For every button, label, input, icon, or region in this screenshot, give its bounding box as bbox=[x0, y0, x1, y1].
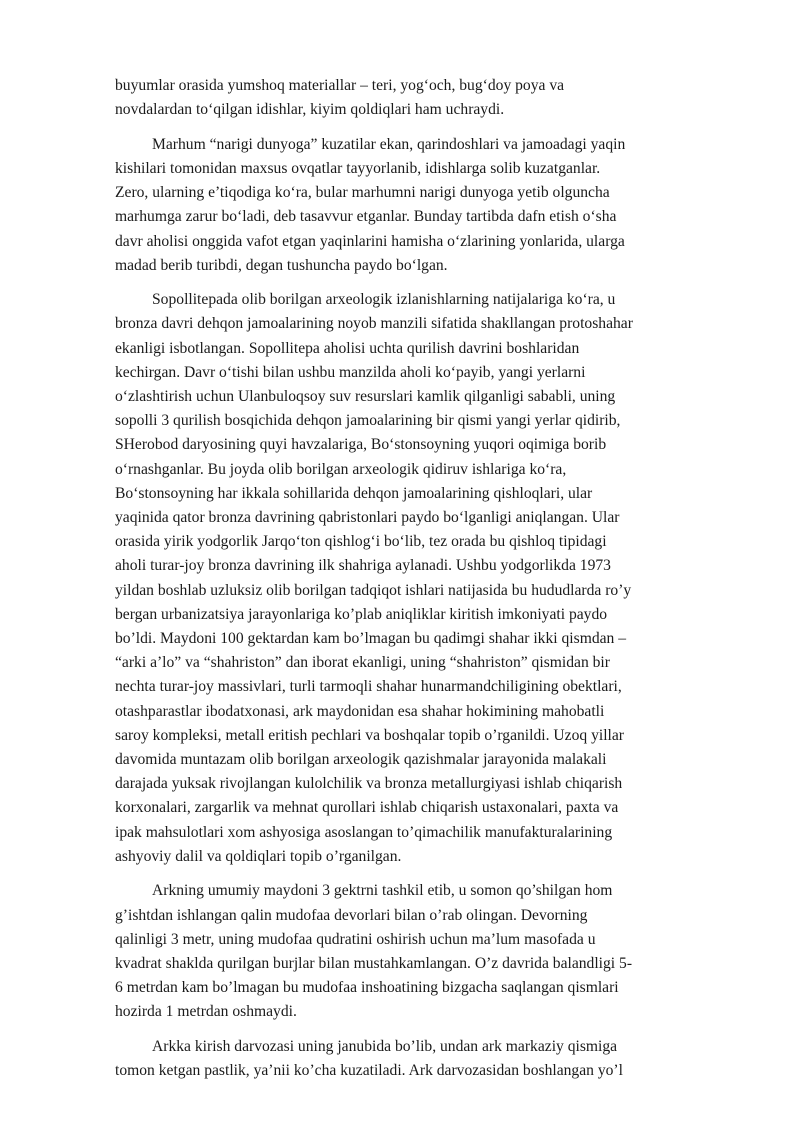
document-body bbox=[115, 74, 741, 1094]
text-line: Sopollitepada olib borilgan arxeologik izlanishlarning natijalariga ko‘ra, u bbox=[152, 291, 616, 309]
paragraph-5 bbox=[115, 1035, 741, 1083]
text-line: tomon ketgan pastlik, ya’nii ko’cha kuzatiladi. Ark darvozasidan boshlangan yo’l bbox=[115, 1062, 623, 1080]
text-line: ashyoviy dalil va qoldiqlari topib o’rganilgan. bbox=[115, 847, 402, 865]
text-line: Arkning umumiy maydoni 3 gektrni tashkil etib, u somon qo’shilgan hom bbox=[152, 882, 613, 900]
text-line: sopolli 3 qurilish bosqichida dehqon jamoalarining bir qismi yangi yerlar qidirib, bbox=[115, 412, 621, 430]
paragraph-1 bbox=[115, 74, 741, 122]
text-line: marhumga zarur bo‘ladi, deb tasavvur etganlar. Bunday tartibda dafn etish o‘sha bbox=[115, 208, 617, 226]
text-line: saroy kompleksi, metall eritish pechlari va boshqalar topib o’rganildi. Uzoq yillar bbox=[115, 726, 624, 744]
text-line: orasida yirik yodgorlik Jarqo‘ton qishlog‘i bo‘lib, tez orada bu qishloq tipidagi bbox=[115, 533, 607, 551]
text-line: bo’ldi. Maydoni 100 gektardan kam bo’lmagan bu qadimgi shahar ikki qismdan – bbox=[115, 630, 627, 648]
text-line: 6 metrdan kam bo’lmagan bu mudofaa inshoatining bizgacha saqlangan qismlari bbox=[115, 979, 619, 997]
text-line: ekanligi isbotlangan. Sopollitepa aholisi uchta qurilish davrini boshlaridan bbox=[115, 339, 580, 357]
text-line: hozirda 1 metrdan oshmaydi. bbox=[115, 1003, 297, 1021]
text-line: Bo‘stonsoyning har ikkala sohillarida dehqon jamoalarining qishloqlari, ular bbox=[115, 484, 593, 502]
text-line: Marhum “narigi dunyoga” kuzatilar ekan, qarindoshlari va jamoadagi yaqin bbox=[152, 135, 626, 153]
text-line: davomida muntazam olib borilgan arxeologik qazishmalar jarayonida malakali bbox=[115, 751, 607, 769]
text-line: Zero, ularning e’tiqodiga ko‘ra, bular marhumni narigi dunyoga yetib olguncha bbox=[115, 184, 610, 202]
text-line: kishilari tomonidan maxsus ovqatlar tayyorlanib, idishlarga solib kuzatganlar. bbox=[115, 159, 601, 177]
text-line: Arkka kirish darvozasi uning janubida bo’lib, undan ark markaziy qismiga bbox=[152, 1037, 618, 1055]
text-line: nechta turar-joy massivlari, turli tarmoqli shahar hunarmandchiligining obektlari, bbox=[115, 678, 622, 696]
text-line: otashparastlar ibodatxonasi, ark maydonidan esa shahar hokimining mahobatli bbox=[115, 702, 605, 720]
text-line: bronza davri dehqon jamoalarining noyob manzili sifatida shakllangan protoshahar bbox=[115, 315, 633, 333]
text-line: darajada yuksak rivojlangan kulolchilik va bronza metallurgiyasi ishlab chiqarish bbox=[115, 775, 623, 793]
text-line: qalinligi 3 metr, uning mudofaa qudratini oshirish uchun ma’lum masofada u bbox=[115, 930, 596, 948]
paragraph-2 bbox=[115, 133, 741, 278]
text-line: o‘rnashganlar. Bu joyda olib borilgan arxeologik qidiruv ishlariga ko‘ra, bbox=[115, 460, 567, 478]
text-line: aholi turar-joy bronza davrining ilk shahriga aylanadi. Ushbu yodgorlikda 1973 bbox=[115, 557, 611, 575]
text-line: g’ishtdan ishlangan qalin mudofaa devorlari bilan o’rab olingan. Devorning bbox=[115, 906, 588, 924]
text-line: SHerobod daryosining quyi havzalariga, Bo‘stonsoyning yuqori oqimiga borib bbox=[115, 436, 607, 454]
text-line: ipak mahsulotlari xom ashyosiga asoslangan to’qimachilik manufakturalarining bbox=[115, 823, 613, 841]
text-line: kvadrat shaklda qurilgan burjlar bilan mustahkamlangan. O’z davrida balandligi 5- bbox=[115, 955, 633, 972]
text-line: korxonalari, zargarlik va mehnat qurollari ishlab chiqarish ustaxonalari, paxta va bbox=[115, 799, 619, 817]
text-line: bergan urbanizatsiya jarayonlariga ko’plab aniqliklar kiritish imkoniyati paydo bbox=[115, 605, 608, 623]
text-line: kechirgan. Davr o‘tishi bilan ushbu manzilda aholi ko‘payib, yangi yerlarni bbox=[115, 363, 586, 381]
text-line: madad berib turibdi, degan tushuncha paydo bo‘lgan. bbox=[115, 256, 448, 274]
paragraph-3 bbox=[115, 288, 741, 869]
text-line: novdalardan to‘qilgan idishlar, kiyim qoldiqlari ham uchraydi. bbox=[115, 101, 505, 119]
paragraph-4 bbox=[115, 879, 741, 1024]
text-line: “arki a’lo” va “shahriston” dan iborat ekanligi, uning “shahriston” qismidan bir bbox=[115, 654, 610, 672]
text-line: yildan boshlab uzluksiz olib borilgan tadqiqot ishlari natijasida bu hududlarda ro’y bbox=[115, 581, 632, 599]
text-line: yaqinida qator bronza davrining qabristonlari paydo bo‘lganligi aniqlangan. Ular bbox=[115, 509, 620, 527]
text-line: o‘zlashtirish uchun Ulanbuloqsoy suv resurslari kamlik qilganligi sababli, uning bbox=[115, 388, 616, 406]
text-line: davr aholisi onggida vafot etgan yaqinlarini hamisha o‘zlarining yonlarida, ularga bbox=[115, 232, 625, 250]
text-line: buyumlar orasida yumshoq materiallar – teri, yog‘och, bug‘doy poya va bbox=[115, 77, 565, 94]
